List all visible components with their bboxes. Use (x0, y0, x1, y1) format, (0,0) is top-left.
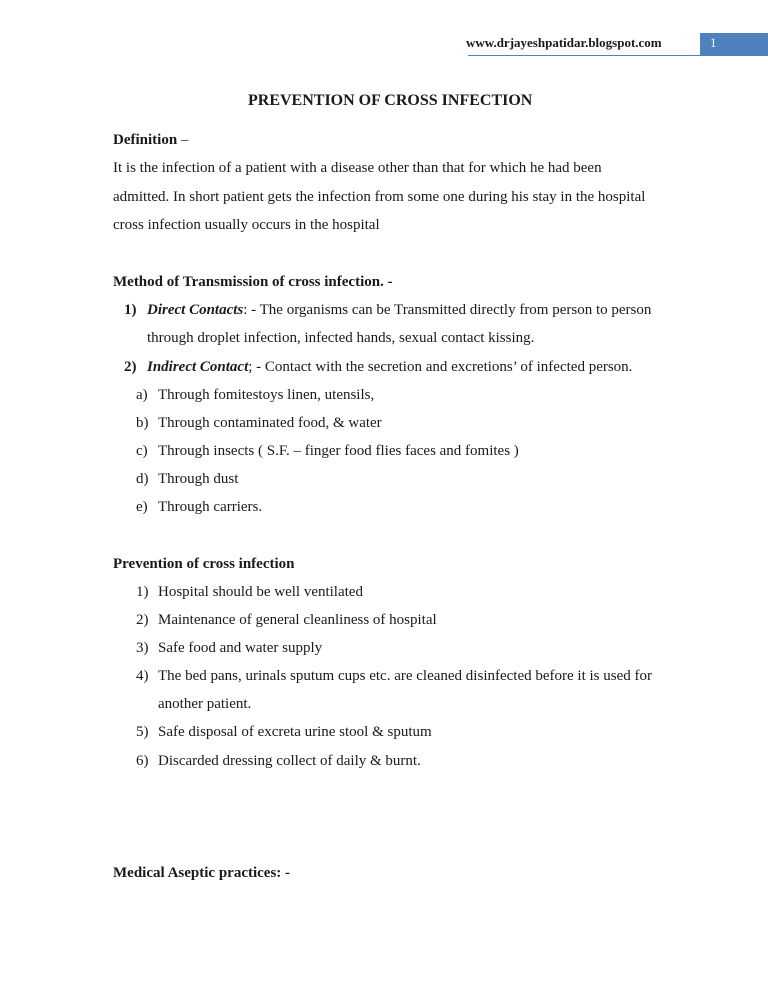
prevention-item-5-text: Safe disposal of excreta urine stool & sputum (158, 724, 432, 740)
transmission-item-2 (147, 357, 632, 377)
transmission-item-2-num: 2) (124, 359, 137, 375)
definition-line-1: It is the infection of a patient with a disease other than that for which he had been (113, 160, 602, 176)
page-number-badge (700, 33, 768, 55)
prevention-item-3-num: 3) (136, 640, 149, 656)
transmission-item-1-text: : - The organisms can be Transmitted directly from person to person (243, 302, 652, 318)
page-number: 1 (710, 35, 717, 50)
header-rule (468, 55, 768, 56)
subitem-c-letter: c) (136, 443, 148, 459)
subitem-a-text: Through fomitestoys linen, utensils, (158, 387, 375, 403)
prevention-item-5-num: 5) (136, 724, 149, 740)
prevention-item-2-text: Maintenance of general cleanliness of hospital (158, 612, 437, 628)
aseptic-heading: Medical Aseptic practices: - (113, 865, 291, 881)
subitem-d-letter: d) (136, 471, 149, 487)
definition-heading-line (113, 130, 188, 150)
transmission-item-1 (147, 300, 651, 320)
definition-heading: Definition (113, 132, 178, 148)
prevention-heading: Prevention of cross infection (113, 556, 295, 572)
definition-dash: – (177, 132, 189, 148)
subitem-a-letter: a) (136, 387, 148, 403)
subitem-d-text: Through dust (158, 471, 239, 487)
subitem-b-letter: b) (136, 415, 149, 431)
prevention-item-1-text: Hospital should be well ventilated (158, 584, 363, 600)
prevention-item-4-text: The bed pans, urinals sputum cups etc. are cleaned disinfected before it is used for (158, 668, 652, 684)
transmission-item-2-term: Indirect Contact (147, 359, 249, 375)
transmission-item-1-term: Direct Contacts (147, 302, 244, 318)
prevention-item-3-text: Safe food and water supply (158, 640, 323, 656)
subitem-e-text: Through carriers. (158, 499, 263, 515)
prevention-item-4-num: 4) (136, 668, 149, 684)
definition-line-2: admitted. In short patient gets the infection from some one during his stay in the hospital (113, 189, 646, 205)
definition-line-3: cross infection usually occurs in the hospital (113, 217, 380, 233)
prevention-item-6-num: 6) (136, 753, 149, 769)
transmission-item-1-cont: through droplet infection, infected hands, sexual contact kissing. (147, 330, 535, 346)
transmission-item-2-text: ; - Contact with the secretion and excretions’ of infected person. (248, 359, 633, 375)
subitem-b-text: Through contaminated food, & water (158, 415, 382, 431)
subitem-e-letter: e) (136, 499, 148, 515)
subitem-c-text: Through insects ( S.F. – finger food flies faces and fomites ) (158, 443, 519, 459)
page-title: PREVENTION OF CROSS INFECTION (248, 92, 533, 109)
prevention-item-1-num: 1) (136, 584, 149, 600)
prevention-item-6-text: Discarded dressing collect of daily & burnt. (158, 753, 421, 769)
prevention-item-2-num: 2) (136, 612, 149, 628)
transmission-item-1-num: 1) (124, 302, 137, 318)
prevention-item-4-cont: another patient. (158, 696, 252, 712)
header-url: www.drjayeshpatidar.blogspot.com (466, 35, 662, 50)
transmission-heading: Method of Transmission of cross infection. - (113, 274, 393, 290)
